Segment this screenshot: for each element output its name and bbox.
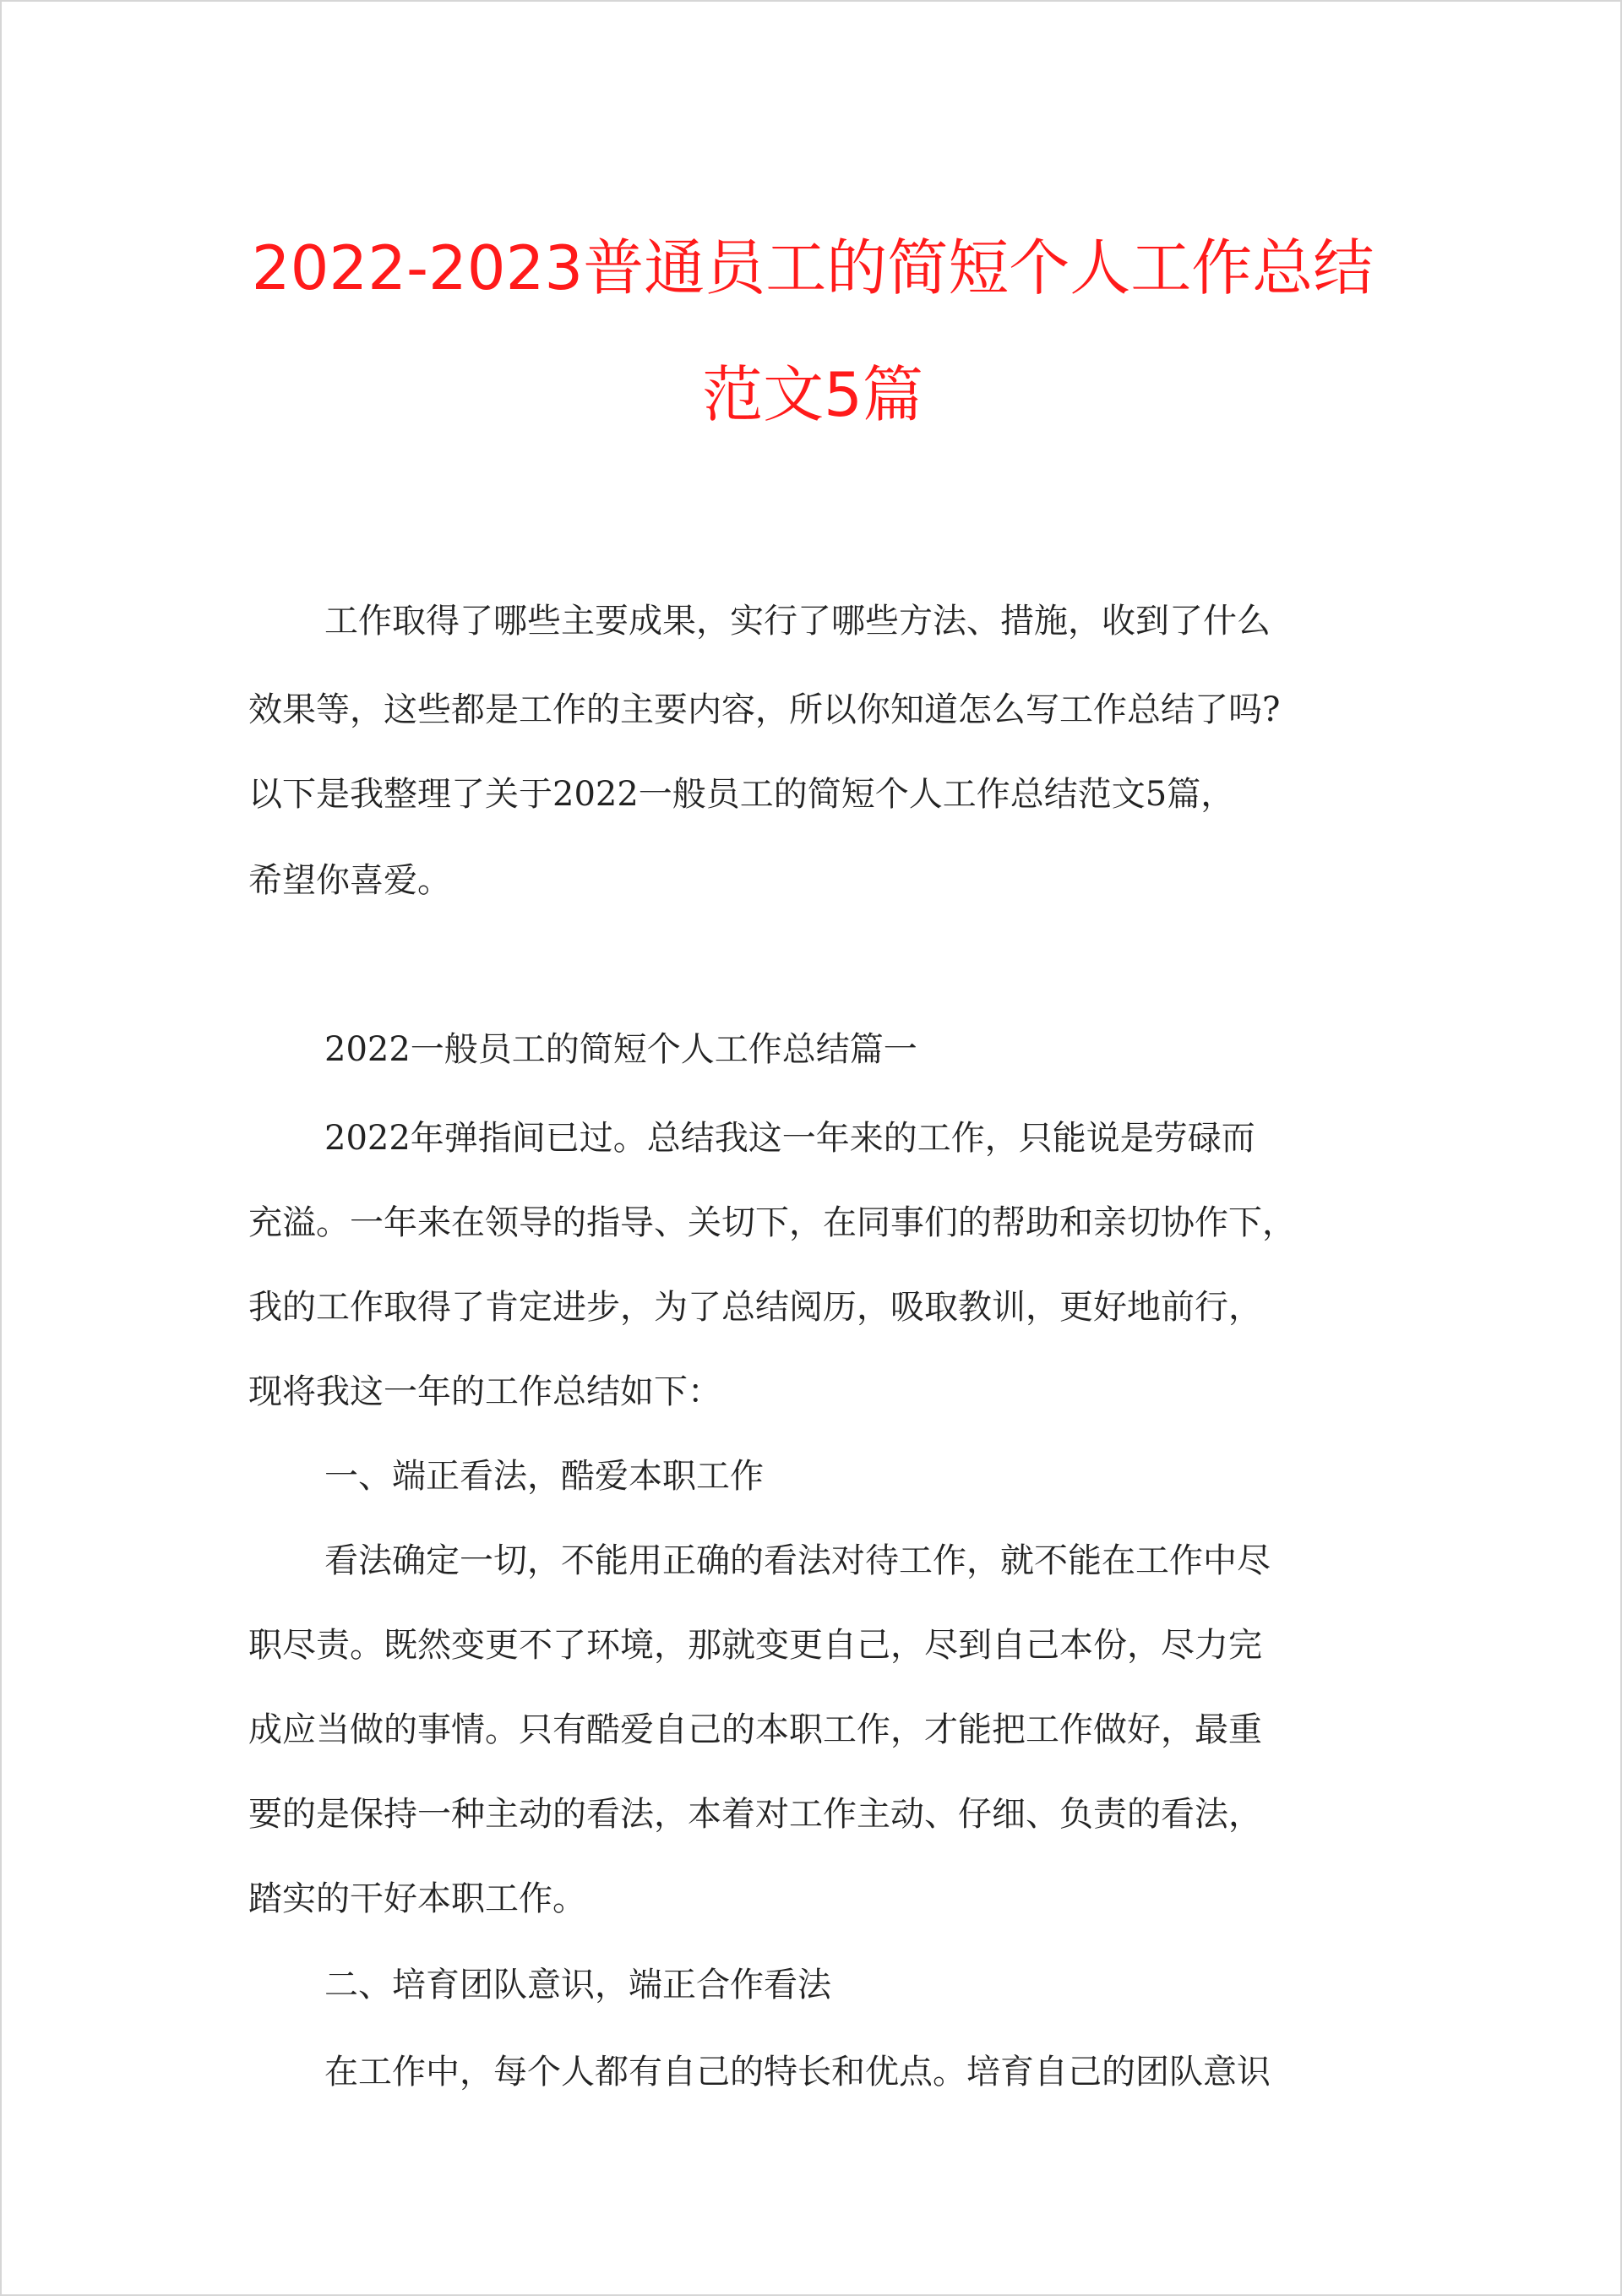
heading-1: 一、端正看法，酷爱本职工作 (324, 1457, 764, 1496)
document-title-line-2: 范文5篇 (702, 359, 923, 430)
intro-line-4: 希望你喜爱。 (248, 861, 451, 900)
intro-line-2: 效果等，这些都是工作的主要内容，所以你知道怎么写工作总结了吗? (248, 690, 1281, 729)
heading-2: 二、培育团队意识，端正合作看法 (324, 1966, 831, 2004)
para2-line-5: 踏实的干好本职工作。 (248, 1879, 586, 1918)
para1-line-4: 现将我这一年的工作总结如下： (248, 1372, 721, 1411)
para1-line-3: 我的工作取得了肯定进步，为了总结阅历，吸取教训，更好地前行， (248, 1288, 1262, 1327)
intro-line-1: 工作取得了哪些主要成果，实行了哪些方法、措施，收到了什么 (324, 602, 1271, 641)
para2-line-2: 职尽责。既然变更不了环境，那就变更自己，尽到自己本份，尽力完 (248, 1626, 1262, 1665)
para3-line-1: 在工作中，每个人都有自己的特长和优点。培育自己的团队意识 (324, 2053, 1271, 2091)
para2-line-3: 成应当做的事情。只有酷爱自己的本职工作，才能把工作做好，最重 (248, 1710, 1262, 1749)
para1-line-1: 2022年弹指间已过。总结我这一年来的工作，只能说是劳碌而 (324, 1119, 1255, 1158)
intro-line-3: 以下是我整理了关于2022一般员工的简短个人工作总结范文5篇， (248, 775, 1235, 814)
para2-line-1: 看法确定一切，不能用正确的看法对待工作，就不能在工作中尽 (324, 1541, 1271, 1580)
section-title: 2022一般员工的简短个人工作总结篇一 (324, 1030, 917, 1069)
para1-line-2: 充溢。一年来在领导的指导、关切下，在同事们的帮助和亲切协作下， (248, 1203, 1296, 1242)
para2-line-4: 要的是保持一种主动的看法，本着对工作主动、仔细、负责的看法， (248, 1795, 1262, 1834)
document-title-line-1: 2022-2023普通员工的简短个人工作总结 (251, 232, 1374, 303)
